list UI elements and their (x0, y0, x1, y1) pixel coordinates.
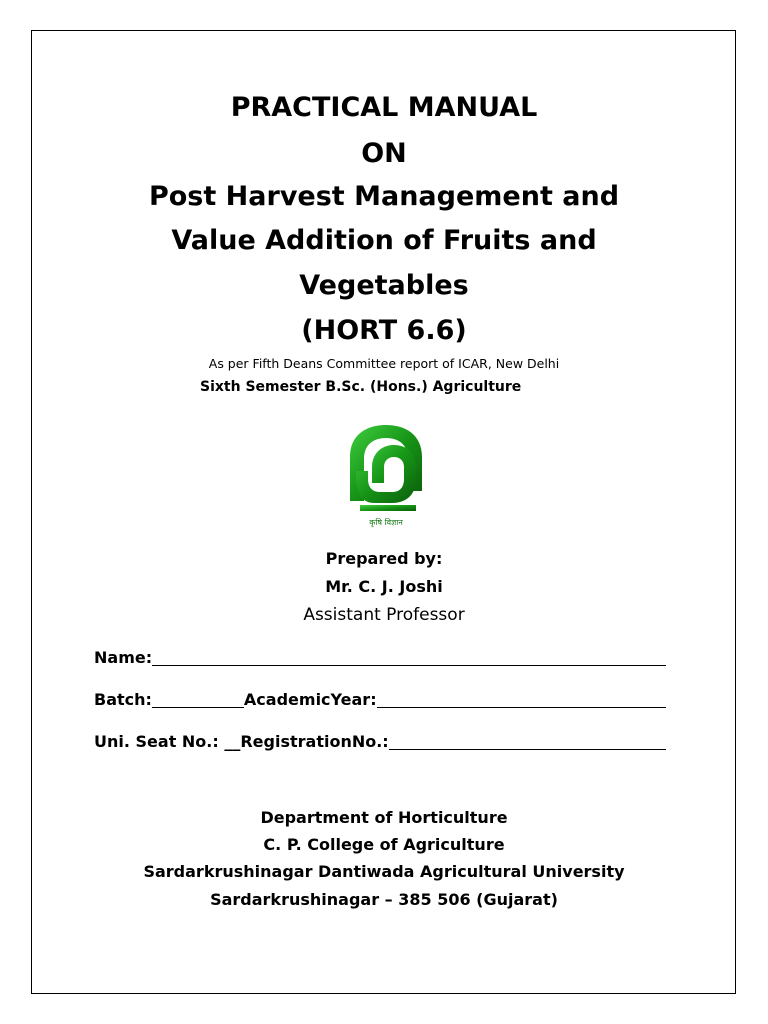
title-subject-line-3: Vegetables (299, 270, 469, 301)
college-name: C. P. College of Agriculture (263, 835, 505, 854)
batch-academic-row (94, 690, 666, 710)
seat-registration-row (94, 732, 666, 752)
batch-blank (152, 691, 244, 708)
name-label: Name: (94, 648, 153, 667)
academic-year-label: AcademicYear: (243, 690, 377, 709)
university-address: Sardarkrushinagar – 385 506 (Gujarat) (210, 890, 558, 909)
name-blank (152, 649, 666, 666)
course-code: (HORT 6.6) (301, 315, 467, 346)
title-subject-line-1: Post Harvest Management and (148, 181, 620, 212)
logo-caption: कृषि विज्ञान (369, 518, 403, 527)
registration-label: RegistrationNo.: (240, 732, 389, 751)
registration-blank (389, 733, 666, 750)
title-subject-line-2: Value Addition of Fruits and (171, 225, 597, 256)
title-practical-manual: PRACTICAL MANUAL (230, 92, 538, 123)
semester-label: Sixth Semester B.Sc. (Hons.) Agriculture (200, 379, 522, 395)
batch-label: Batch: (94, 690, 152, 709)
author-designation: Assistant Professor (303, 605, 465, 625)
department-name: Department of Horticulture (260, 808, 508, 827)
deans-committee-note: As per Fifth Deans Committee report of ICAR, New Delhi (208, 356, 560, 371)
university-name: Sardarkrushinagar Dantiwada Agricultural University (143, 862, 625, 881)
university-logo-icon (344, 421, 428, 531)
academic-year-blank (377, 691, 666, 708)
seat-label: Uni. Seat No.: __ (94, 732, 241, 751)
prepared-by-label: Prepared by: (325, 549, 443, 568)
title-on: ON (361, 138, 407, 169)
name-field-row (94, 648, 666, 668)
author-name: Mr. C. J. Joshi (325, 577, 443, 596)
